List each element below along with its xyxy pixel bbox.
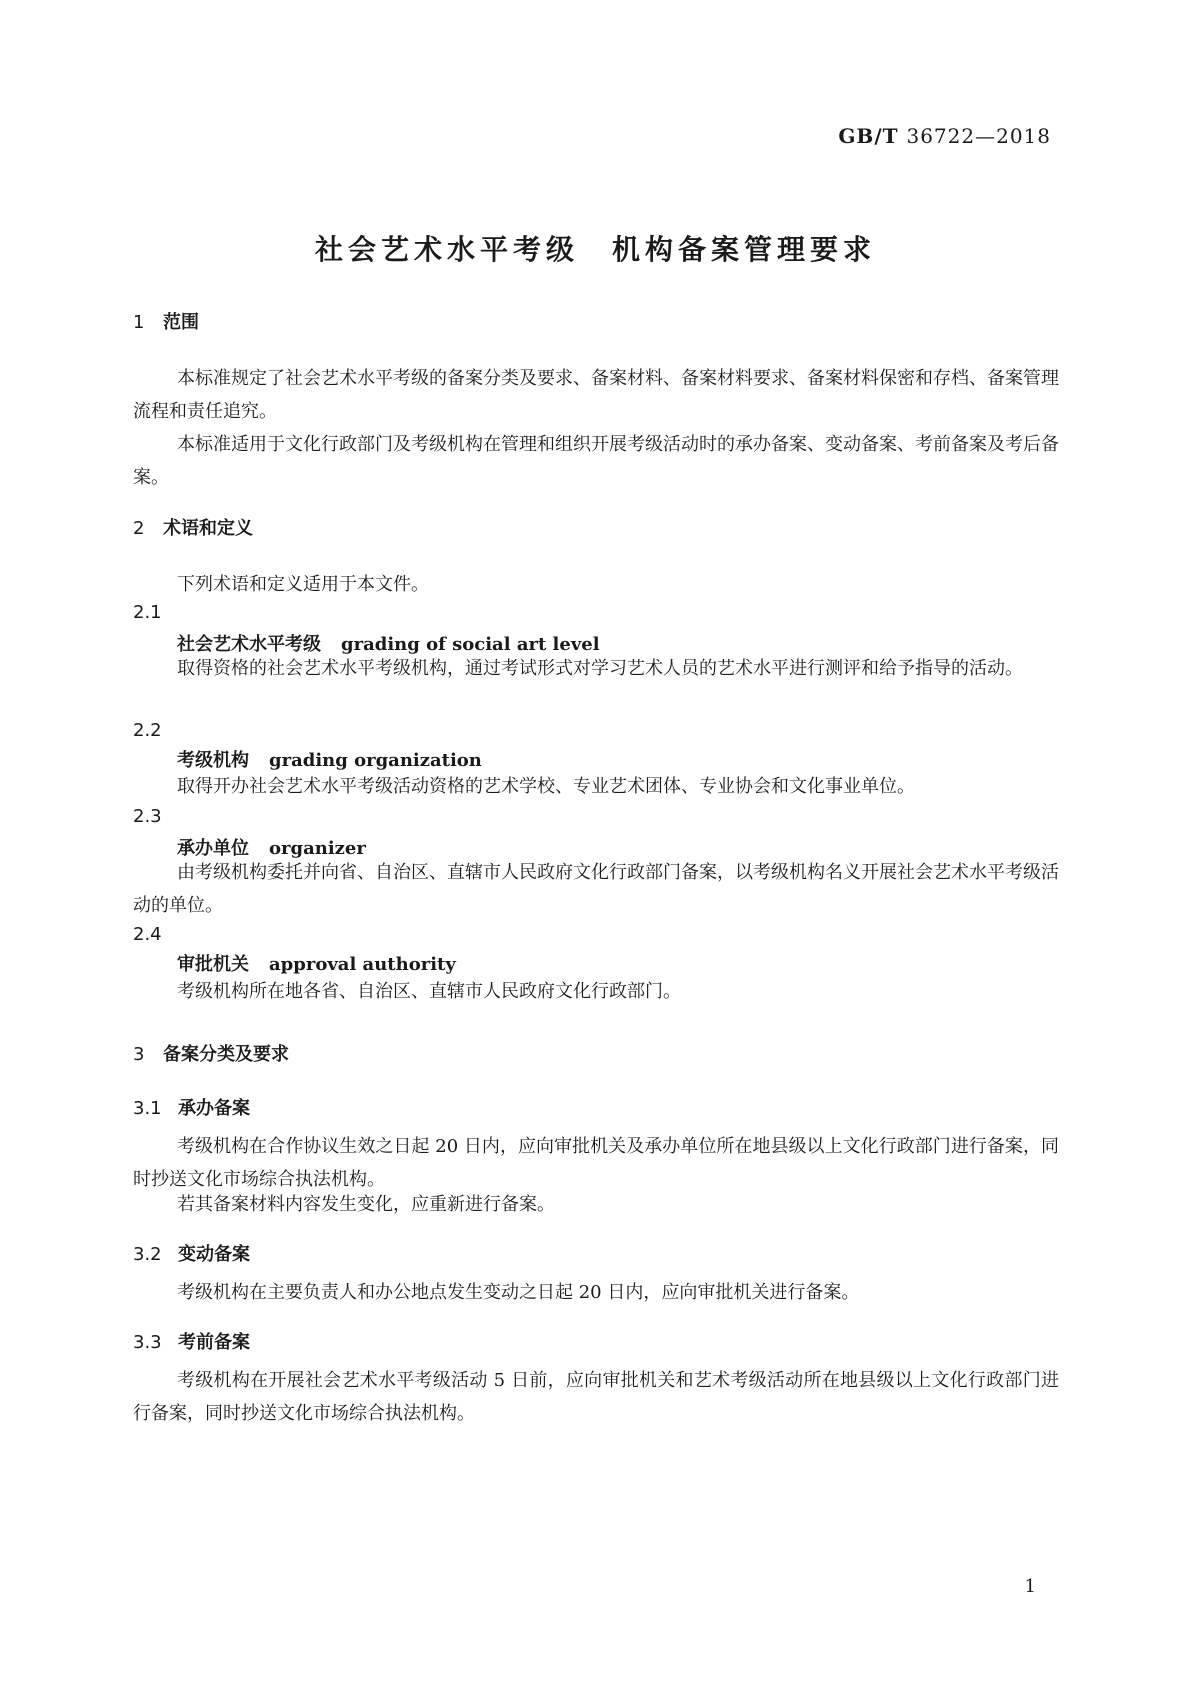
term-name-zh: 考级机构 (177, 750, 249, 771)
paragraph: 若其备案材料内容发生变化，应重新进行备案。 (177, 1194, 555, 1215)
term-name-en: grading of social art level (341, 634, 600, 655)
subsection-number: 3.1 (133, 1098, 162, 1119)
document-title: 社会艺术水平考级 机构备案管理要求 (314, 233, 876, 266)
section-number: 3 (133, 1044, 145, 1065)
term-name-zh: 社会艺术水平考级 (177, 634, 321, 655)
section-title: 备案分类及要求 (163, 1044, 289, 1065)
term-name-zh: 承办单位 (177, 838, 249, 859)
term-definition: 由考级机构委托并向省、自治区、直辖市人民政府文化行政部门备案，以考级机构名义开展社会艺术水平考级活动的单位。 (133, 862, 1059, 916)
subsection-3-2-heading (133, 1240, 250, 1266)
term-definition: 取得资格的社会艺术水平考级机构，通过考试形式对学习艺术人员的艺术水平进行测评和给予指导的活动。 (177, 658, 1023, 679)
term-number: 2.1 (133, 602, 162, 623)
term-number: 2.2 (133, 720, 162, 741)
term-name-en: grading organization (269, 750, 482, 771)
section-number: 2 (133, 518, 145, 539)
subsection-number: 3.3 (133, 1332, 162, 1353)
term-number: 2.3 (133, 806, 162, 827)
subsection-3-3-heading (133, 1328, 250, 1354)
subsection-title: 变动备案 (178, 1244, 250, 1265)
section-title: 范围 (163, 312, 199, 333)
term-heading (177, 746, 482, 772)
paragraph: 考级机构在开展社会艺术水平考级活动 5 日前，应向审批机关和艺术考级活动所在地县级以上文化行政部门进行备案，同时抄送文化市场综合执法机构。 (133, 1370, 1059, 1424)
page-number: 1 (1024, 1576, 1036, 1597)
term-name-en: approval authority (269, 954, 456, 975)
section-title: 术语和定义 (163, 518, 253, 539)
section-number: 1 (133, 312, 145, 333)
subsection-title: 考前备案 (178, 1332, 250, 1353)
term-definition: 取得开办社会艺术水平考级活动资格的艺术学校、专业艺术团体、专业协会和文化事业单位。 (177, 776, 915, 797)
standard-number: 36722—2018 (906, 124, 1051, 148)
subsection-3-1-heading (133, 1094, 250, 1120)
term-number: 2.4 (133, 924, 162, 945)
standard-prefix: GB/T (838, 124, 899, 148)
paragraph: 本标准规定了社会艺术水平考级的备案分类及要求、备案材料、备案材料要求、备案材料保密和存档、备案管理流程和责任追究。 (133, 368, 1059, 422)
term-heading (177, 950, 456, 976)
section-3-heading (133, 1040, 289, 1066)
paragraph: 下列术语和定义适用于本文件。 (177, 574, 429, 595)
subsection-title: 承办备案 (178, 1098, 250, 1119)
standard-code (838, 124, 1051, 148)
term-name-zh: 审批机关 (177, 954, 249, 975)
section-1-heading (133, 308, 199, 334)
paragraph: 考级机构在合作协议生效之日起 20 日内，应向审批机关及承办单位所在地县级以上文化行政部门进行备案，同时抄送文化市场综合执法机构。 (133, 1136, 1059, 1190)
subsection-number: 3.2 (133, 1244, 162, 1265)
paragraph: 本标准适用于文化行政部门及考级机构在管理和组织开展考级活动时的承办备案、变动备案、考前备案及考后备案。 (133, 434, 1059, 488)
section-2-heading (133, 514, 253, 540)
paragraph: 考级机构在主要负责人和办公地点发生变动之日起 20 日内，应向审批机关进行备案。 (177, 1282, 860, 1303)
term-name-en: organizer (269, 838, 366, 859)
term-definition: 考级机构所在地各省、自治区、直辖市人民政府文化行政部门。 (177, 981, 681, 1002)
